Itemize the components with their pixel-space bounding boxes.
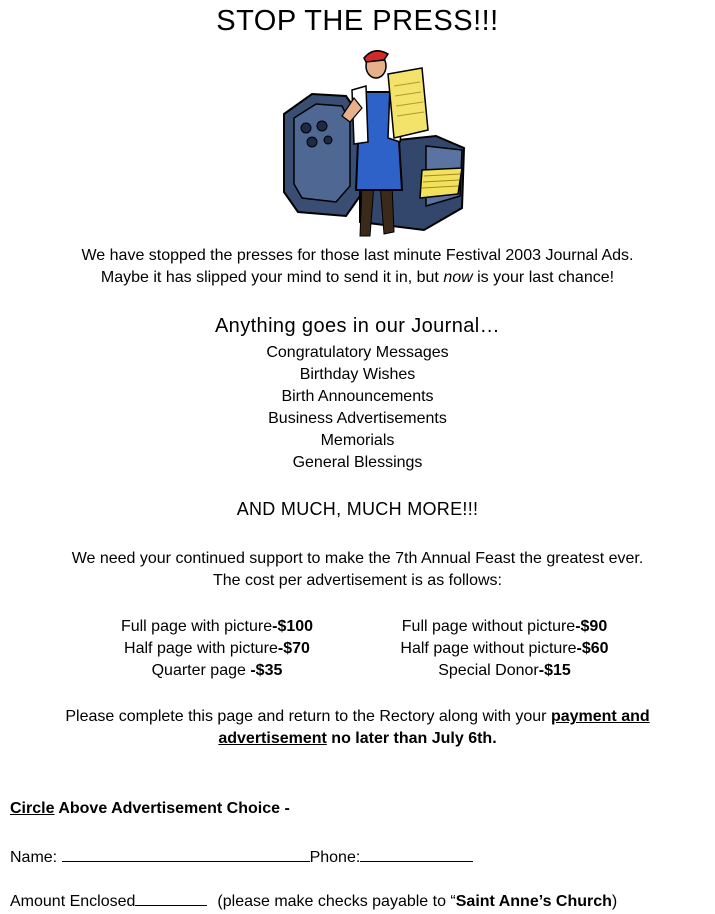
category-item: Memorials: [320, 432, 395, 449]
phone-label: Phone:: [309, 849, 361, 866]
price-full-without-picture: Full page without picture-$90: [401, 618, 608, 635]
name-field[interactable]: [62, 845, 310, 862]
category-item: Congratulatory Messages: [266, 344, 449, 361]
price-full-with-picture: Full page with picture-$100: [120, 618, 314, 635]
circle-choice-line: Circle Above Advertisement Choice -: [10, 800, 290, 817]
intro-line-2: Maybe it has slipped your mind to send it in, but now is your last chance!: [100, 269, 615, 286]
price-special-donor: Special Donor-$15: [438, 662, 571, 679]
phone-field[interactable]: [360, 845, 473, 862]
instructions-line-2: advertisement no later than July 6th.: [218, 730, 497, 747]
amount-line: Amount Enclosed (please make checks payable to “Saint Anne’s Church): [10, 889, 617, 911]
category-item: General Blessings: [292, 454, 423, 471]
anything-heading: Anything goes in our Journal…: [214, 315, 501, 337]
page-title: STOP THE PRESS!!!: [216, 5, 499, 37]
category-item: Business Advertisements: [268, 410, 447, 427]
price-quarter-page: Quarter page -$35: [151, 662, 283, 679]
category-item: Birth Announcements: [281, 388, 434, 405]
amount-label: Amount Enclosed: [10, 893, 136, 910]
category-item: Birthday Wishes: [299, 366, 416, 383]
support-line-1: We need your continued support to make the 7th Annual Feast the greatest ever.: [71, 550, 644, 567]
name-phone-line: [10, 845, 473, 867]
instructions-line-1: Please complete this page and return to the Rectory along with your payment and: [65, 708, 650, 725]
name-label: Name:: [10, 849, 62, 866]
price-half-with-picture: Half page with picture-$70: [124, 640, 310, 657]
much-more-text: AND MUCH, MUCH MORE!!!: [236, 499, 479, 519]
support-line-2: The cost per advertisement is as follows:: [212, 572, 502, 589]
amount-field[interactable]: [135, 889, 207, 906]
printing-press-clipart: [276, 46, 472, 241]
intro-line-1: We have stopped the presses for those last minute Festival 2003 Journal Ads.: [81, 247, 634, 264]
price-half-without-picture: Half page without picture-$60: [400, 640, 609, 657]
